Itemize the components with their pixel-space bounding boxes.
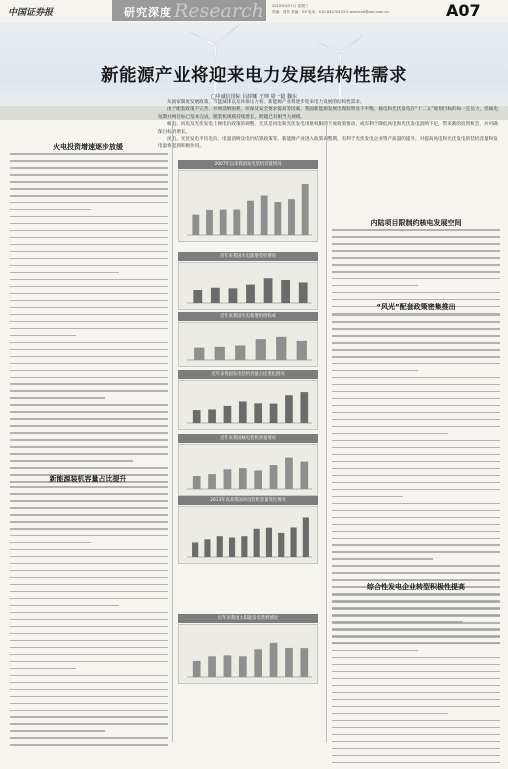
text-line [10,744,168,746]
text-line [10,153,168,155]
issue-info [272,3,442,15]
text-line [332,636,500,638]
text-line [10,167,168,169]
bar [285,458,293,489]
text-line [332,243,500,245]
text-line [10,439,168,441]
text-line [332,629,500,631]
bar [254,470,262,489]
text-line [332,257,500,259]
text-line [10,598,168,600]
text-line [332,496,403,498]
text-line [10,619,168,621]
text-line [332,412,500,414]
bar [285,648,293,677]
bar-chart [179,171,318,242]
bar [302,184,309,235]
text-line [332,321,500,323]
text-line [10,202,168,204]
text-line [332,608,500,610]
body-text-solar [332,594,500,769]
bar [254,649,262,677]
text-line [10,335,76,337]
text-line [332,503,500,505]
figure-plot [178,506,318,564]
text-line [332,734,500,736]
bar [281,280,290,303]
figure-caption: 近年来我国发电装机容量占比变化情况 [178,370,318,379]
bar [192,542,198,557]
text-line [10,188,168,190]
bar [247,201,254,235]
text-line [10,209,91,211]
text-line [332,229,500,231]
text-line [10,689,168,691]
text-line [10,570,168,572]
text-line [10,244,168,246]
bar [211,288,220,303]
bar [254,403,262,423]
body-text-newenergy [10,486,168,751]
text-line [332,440,500,442]
text-line [332,601,500,603]
section-heading-nuclear: 内陆项目限制约核电发展空间 [370,219,462,227]
text-line [10,668,76,670]
text-line [332,664,500,666]
bar [229,538,235,557]
text-line [332,489,500,491]
text-line [332,328,500,330]
bar [276,337,286,360]
figure-plot [178,380,318,430]
text-line [332,643,500,645]
text-line [10,737,168,739]
text-line [10,682,168,684]
bar [235,346,245,360]
bar [303,517,309,557]
lead-paragraph: 由于配套政策不完善、并网消纳困难、环保及安全要求提高等因素，我国新能源发展出现较明显不平衡，核电和光伏发电在“十二五”规划目标的每一定压力，但核电短期并网目标已基本完成，随装机规模持续增长，跨越已有相当大规模。 [158,107,498,120]
text-line [332,271,500,273]
text-line [10,181,168,183]
bar-chart [179,381,318,430]
bar [208,474,216,489]
text-line [10,626,168,628]
text-line [332,285,418,287]
bar [233,210,240,235]
section-heading-solar: 综合性发电企业转型积极性提高 [367,583,465,591]
text-line [10,216,168,218]
bar [256,339,266,360]
text-line [332,678,500,680]
text-line [332,594,500,596]
bar [193,661,201,677]
bar [266,528,272,557]
lead-paragraph: 风电、光伏发电平均电价、电量消纳及电价结算政策等，新能源产业进入政策调整期，有利于光伏发电企业资产质量的提升，对提高风电和光伏发电的装机容量和发电量将起到积极作用。 [158,137,498,150]
text-line [332,419,500,421]
text-line [10,535,168,537]
text-line [332,405,500,407]
text-line [332,278,500,280]
text-line [10,486,168,488]
text-line [332,264,500,266]
section-title: 研究深度 [124,6,172,19]
text-line [10,675,168,677]
text-line [332,538,500,540]
text-line [10,723,168,725]
text-line [10,314,168,316]
section-heading-newenergy: 新能源装机容量占比提升 [49,475,127,483]
text-line [332,762,500,764]
text-line [10,397,105,399]
text-line [332,572,500,574]
text-line [10,174,168,176]
text-line [332,671,500,673]
text-line [332,370,418,372]
section-title-en: Research [174,0,264,22]
text-line [332,356,500,358]
text-line [332,447,500,449]
figure-caption: 近年来我国火电新增机组构成 [178,312,318,321]
text-line [10,633,168,635]
bar-chart [179,323,318,367]
figure-plot [178,322,318,367]
figure-caption: 近年来我国火电新增装机情况 [178,252,318,261]
text-line [332,755,500,757]
text-line [10,432,168,434]
text-line [10,370,168,372]
bar [261,196,268,235]
text-line [10,521,168,523]
text-line [10,605,119,607]
column-divider [326,122,327,742]
text-line [10,418,168,420]
text-line [10,195,168,197]
text-line [10,411,168,413]
text-line [10,425,168,427]
text-line [10,716,168,718]
text-line [332,531,500,533]
issue-date: 2015年4月1日 星期三 [272,4,309,8]
bar [193,290,202,303]
bar [290,527,296,557]
bar [300,462,308,489]
lead-paragraph: 从国家制度发展政策、节能减排以及环保压力看，新能源产业将逐步迎来电力发展的结构性需求。 [167,100,365,105]
text-line [332,720,500,722]
figure-caption: 近年来我国太阳能发电装机情况 [178,614,318,623]
text-line [10,577,168,579]
lead-paragraph: 核电、风电及光伏发电上网电价政策的调整，尤其是风电和光伏发电审批权限的下放政策推动，或有利于降低风电和光伏发电消纳不足，带来新的投资机会，并可确保目标的增长。 [158,122,498,135]
text-line [10,514,168,516]
text-line [332,349,500,351]
text-line [332,433,448,435]
text-line [332,384,500,386]
text-line [332,579,500,581]
text-line [10,730,105,732]
bar [297,341,307,360]
text-line [10,703,168,705]
text-line [10,563,168,565]
bar [224,406,232,423]
text-line [10,160,168,162]
text-line [332,622,500,624]
bar [229,288,238,303]
figure-plot [178,170,318,242]
text-line [10,390,168,392]
text-line [10,342,168,344]
text-line [332,699,500,701]
figure-plot [178,444,318,496]
text-line [10,237,168,239]
text-line [10,654,168,656]
text-line [332,565,500,567]
text-line [10,363,168,365]
text-line [10,356,168,358]
text-line [332,454,500,456]
bar-chart [179,263,318,310]
text-line [332,335,500,337]
bar [264,278,273,303]
editor-contact: 责编：周东 美编：XX 电话：010-63070433 E-mail:zzb@zzb.com.cn [272,10,389,14]
page-number: A07 [446,1,481,20]
text-line [332,706,500,708]
bar [224,469,232,489]
bar [239,656,247,677]
text-line [10,251,168,253]
text-line [332,615,500,617]
bar [285,395,293,423]
text-line [332,650,418,652]
section-heading-wind: “风光”配套政策密集推出 [376,303,456,311]
text-line [10,286,168,288]
article-byline: □中诚信国际 吕緈娜 王帅 周一隐 魏东 [210,94,298,100]
bar [215,347,225,360]
bar [288,199,295,235]
text-line [332,517,500,519]
bar [208,656,216,677]
text-line [332,363,500,365]
text-line [332,685,500,687]
text-line [10,279,168,281]
text-line [10,542,91,544]
text-line [332,426,500,428]
section-heading-thermal: 火电投资增速逐步放缓 [53,143,123,151]
text-line [10,612,168,614]
text-line [332,482,500,484]
figure-caption: 2007年以来我国发电装机容量情况 [178,160,318,169]
text-line [332,461,500,463]
text-line [10,377,168,379]
text-line [10,661,168,663]
bar [206,210,213,235]
text-line [10,258,168,260]
text-line [10,265,168,267]
bar-chart [179,507,318,564]
text-line [10,507,168,509]
text-line [10,223,168,225]
figure-plot [178,624,318,684]
text-line [10,272,119,274]
text-line [332,727,500,729]
bar [246,285,255,303]
article-headline: 新能源产业将迎来电力发展结构性需求 [101,66,407,86]
text-line [10,453,168,455]
text-line [10,307,168,309]
text-line [10,493,168,495]
text-line [332,475,500,477]
bar [208,409,216,423]
bar [270,404,278,423]
bar [270,643,278,677]
figure-caption: 近年来我国核电装机容量情况 [178,434,318,443]
text-line [332,657,500,659]
text-line [10,293,168,295]
bar [192,215,199,235]
bar [241,536,247,557]
bar [204,539,210,557]
text-line [332,713,448,715]
bar [194,348,204,360]
text-line [332,398,500,400]
text-line [10,349,168,351]
text-line [332,468,500,470]
text-line [10,696,168,698]
text-line [332,377,500,379]
bar [299,282,308,303]
text-line [332,748,500,750]
text-line [332,551,500,553]
text-line [332,250,500,252]
bar-chart [179,445,318,496]
text-line [332,391,500,393]
masthead [0,0,508,23]
bar [270,465,278,489]
bar [220,210,227,235]
column-divider [172,122,173,742]
text-line [10,710,168,712]
bar [274,202,281,235]
text-line [10,446,168,448]
text-line [10,591,168,593]
bar [239,401,247,423]
bar [300,648,308,677]
text-line [332,524,500,526]
text-line [10,321,168,323]
text-line [10,230,168,232]
text-line [10,383,168,385]
text-line [332,292,500,294]
text-line [10,584,168,586]
newspaper-logo: 中国证券报 [8,8,54,18]
text-line [10,528,168,530]
text-line [332,342,500,344]
text-line [10,500,168,502]
text-line [10,328,168,330]
bar [300,392,308,423]
bar [193,476,201,489]
text-line [10,467,168,469]
bar-chart [179,625,318,684]
text-line [332,741,500,743]
text-line [10,640,168,642]
text-line [332,299,500,301]
text-line [10,556,168,558]
figure-plot [178,262,318,310]
bar [254,529,260,557]
body-text-thermal [10,153,168,488]
bar [217,536,223,557]
bar [224,655,232,677]
text-line [10,549,168,551]
text-line [332,314,500,316]
text-line [332,236,500,238]
bar [278,533,284,557]
text-line [10,300,168,302]
figure-caption: 2013年以来我国风电装机容量变化情况 [178,496,318,505]
text-line [332,692,500,694]
text-line [332,510,500,512]
text-line [10,404,168,406]
bar [193,410,201,423]
bar [239,468,247,489]
text-line [10,460,133,462]
text-line [10,647,168,649]
text-line [332,558,433,560]
lead-summary [158,99,498,151]
text-line [332,544,500,546]
